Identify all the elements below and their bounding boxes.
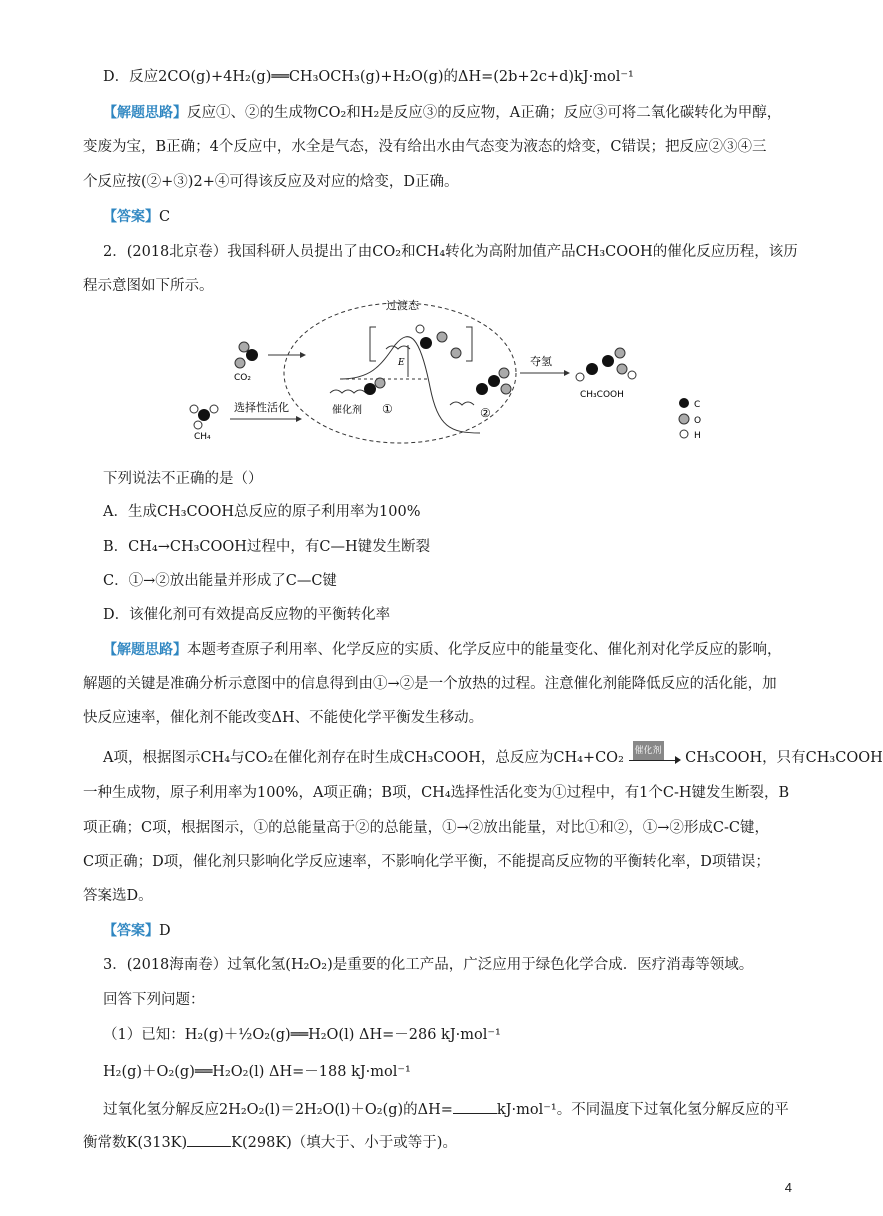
answer-tag: 【答案】 — [103, 923, 159, 939]
transition-label: 过渡态 — [386, 299, 419, 312]
activation-label: 选择性活化 — [234, 401, 289, 414]
transition-surface — [386, 346, 410, 349]
explain-line-1: A项，根据图示CH₄与CO₂在催化剂存在时生成CH₃COOH，总反应为CH₄+CO₂ 催化剂 CH₃COOH，只有CH₃COOH — [103, 748, 800, 768]
option-b: B．CH₄→CH₃COOH过程中，有C—H键发生断裂 — [103, 539, 431, 555]
transition-ellipse — [284, 303, 516, 443]
answer-2: 【答案】D — [103, 923, 171, 939]
page-number: 4 — [784, 1180, 792, 1195]
question-3-known-2: H₂(g)＋O₂(g)══H₂O₂(l) ΔH=－188 kJ·mol⁻¹ — [103, 1064, 411, 1080]
legend-h-label: H — [694, 431, 701, 441]
option-d-line: D．反应2CO(g)+4H₂(g)══CH₃OCH₃(g)+H₂O(g)的ΔH=(2b+2c+d)kJ·mol⁻¹ — [103, 69, 634, 85]
intermediate-2-c — [476, 383, 488, 395]
question-2-stem: 下列说法不正确的是（） — [103, 471, 263, 487]
co2-label: CO₂ — [234, 373, 251, 383]
answer-tag: 【答案】 — [103, 209, 159, 225]
intermediate-2-o2 — [501, 384, 511, 394]
option-c: C．①→②放出能量并形成了C—C键 — [103, 573, 337, 589]
ch4-h-atom-2 — [210, 405, 218, 413]
ch4-label: CH₄ — [194, 432, 211, 442]
answer-1: 【答案】C — [103, 209, 171, 225]
question-2-line-2: 程示意图如下所示。 — [83, 278, 214, 294]
ch4-h-atom-3 — [194, 421, 202, 429]
catalyst-surface-2 — [450, 402, 474, 405]
co2-o-atom — [239, 342, 249, 352]
transition-h-atom — [416, 325, 424, 333]
product-h-atom-2 — [628, 371, 636, 379]
legend-o-swatch — [679, 414, 689, 424]
step-1-label: ① — [382, 402, 393, 416]
explain-line-3: 项正确；C项，根据图示，①的总能量高于②的总能量，①→②放出能量，对比①和②，①→②形成C-C键， — [83, 820, 769, 836]
catalyst-arrow-label: 催化剂 — [633, 741, 664, 761]
catalyst-label: 催化剂 — [332, 405, 362, 416]
intermediate-2-c2 — [488, 375, 500, 387]
energy-label: E — [398, 358, 405, 368]
co2-c-atom — [246, 349, 258, 361]
co2-arrowhead — [300, 352, 306, 358]
analysis-2-line-1: 【解题思路】本题考查原子利用率、化学反应的实质、化学反应中的能量变化、催化剂对化学反应的影响， — [103, 642, 782, 658]
question-3-line-2: 回答下列问题： — [103, 992, 205, 1008]
co2-o-atom-2 — [235, 358, 245, 368]
legend-c-swatch — [679, 398, 689, 408]
transition-o-atom — [437, 332, 447, 342]
analysis-tag: 【解题思路】 — [103, 642, 187, 658]
intermediate-2-o — [499, 368, 509, 378]
answer-blank[interactable] — [187, 1134, 231, 1147]
legend-h-swatch — [680, 430, 688, 438]
analysis-tag: 【解题思路】 — [103, 105, 187, 121]
step-2-label: ② — [480, 406, 491, 420]
analysis-1-line-1: 【解题思路】反应①、②的生成物CO₂和H₂是反应③的反应物，A正确；反应③可将二氧化碳转化为甲醇， — [103, 105, 782, 121]
transition-o-atom-2 — [451, 348, 461, 358]
explain-line-5: 答案选D。 — [83, 888, 153, 904]
question-2-line-1: 2．(2018北京卷）我国科研人员提出了由CO₂和CH₄转化为高附加值产品CH₃COOH的催化反应历程，该历 — [103, 244, 798, 260]
analysis-2-line-2: 解题的关键是准确分析示意图中的信息得到由①→②是一个放热的过程。注意催化剂能降低反应的活化能，加 — [83, 676, 777, 692]
product-label: CH₃COOH — [580, 390, 624, 400]
product-o-atom-2 — [617, 364, 627, 374]
dehydro-arrowhead — [564, 370, 570, 376]
dehydro-label: 夺氢 — [530, 355, 552, 368]
legend-o-label: O — [694, 416, 702, 426]
question-3-line-1: 3．(2018海南卷）过氧化氢(H₂O₂)是重要的化工产品，广泛应用于绿色化学合成．医疗消毒等领域。 — [103, 957, 754, 973]
ch4-c-atom — [198, 409, 210, 421]
product-c-atom-2 — [602, 355, 614, 367]
catalyst-arrow — [629, 746, 681, 765]
option-a: A．生成CH₃COOH总反应的原子利用率为100% — [103, 504, 421, 520]
option-d: D．该催化剂可有效提高反应物的平衡转化率 — [103, 607, 391, 623]
explain-line-4: C项正确；D项，催化剂只影响化学反应速率，不影响化学平衡，不能提高反应物的平衡转化率，D项错误； — [83, 854, 770, 870]
answer-blank[interactable] — [453, 1101, 497, 1114]
intermediate-1-c — [364, 383, 376, 395]
catalyst-surface-1 — [330, 390, 366, 393]
activation-arrowhead — [296, 416, 302, 422]
transition-bracket-left — [370, 327, 376, 361]
analysis-2-line-3: 快反应速率，催化剂不能改变ΔH、不能使化学平衡发生移动。 — [83, 710, 484, 726]
transition-bracket-right — [466, 327, 472, 361]
product-c-atom — [586, 363, 598, 375]
transition-c-atom — [420, 337, 432, 349]
product-o-atom — [615, 348, 625, 358]
legend-c-label: C — [694, 400, 701, 410]
reaction-mechanism-diagram — [180, 297, 720, 447]
question-3-known-1: （1）已知：H₂(g)＋½O₂(g)══H₂O(l) ΔH=－286 kJ·mol⁻¹ — [103, 1027, 501, 1043]
question-3-line-6: 衡常数K(313K) K(298K)（填大于、小于或等于)。 — [83, 1135, 457, 1151]
ch4-h-atom — [190, 405, 198, 413]
intermediate-1-o — [375, 378, 385, 388]
product-h-atom — [576, 373, 584, 381]
analysis-1-line-2: 变废为宝，B正确；4个反应中，水全是气态，没有给出水由气态变为液态的焓变，C错误；把反应②③④三 — [83, 139, 767, 155]
explain-line-2: 一种生成物，原子利用率为100%，A项正确；B项，CH₄选择性活化变为①过程中，有1个C-H键发生断裂，B — [83, 785, 790, 801]
analysis-1-line-3: 个反应按(②+③)2+④可得该反应及对应的焓变，D正确。 — [83, 174, 459, 190]
question-3-line-5: 过氧化氢分解反应2H₂O₂(l)＝2H₂O(l)＋O₂(g)的ΔH= kJ·mol⁻¹。不同温度下过氧化氢分解反应的平 — [103, 1102, 789, 1118]
